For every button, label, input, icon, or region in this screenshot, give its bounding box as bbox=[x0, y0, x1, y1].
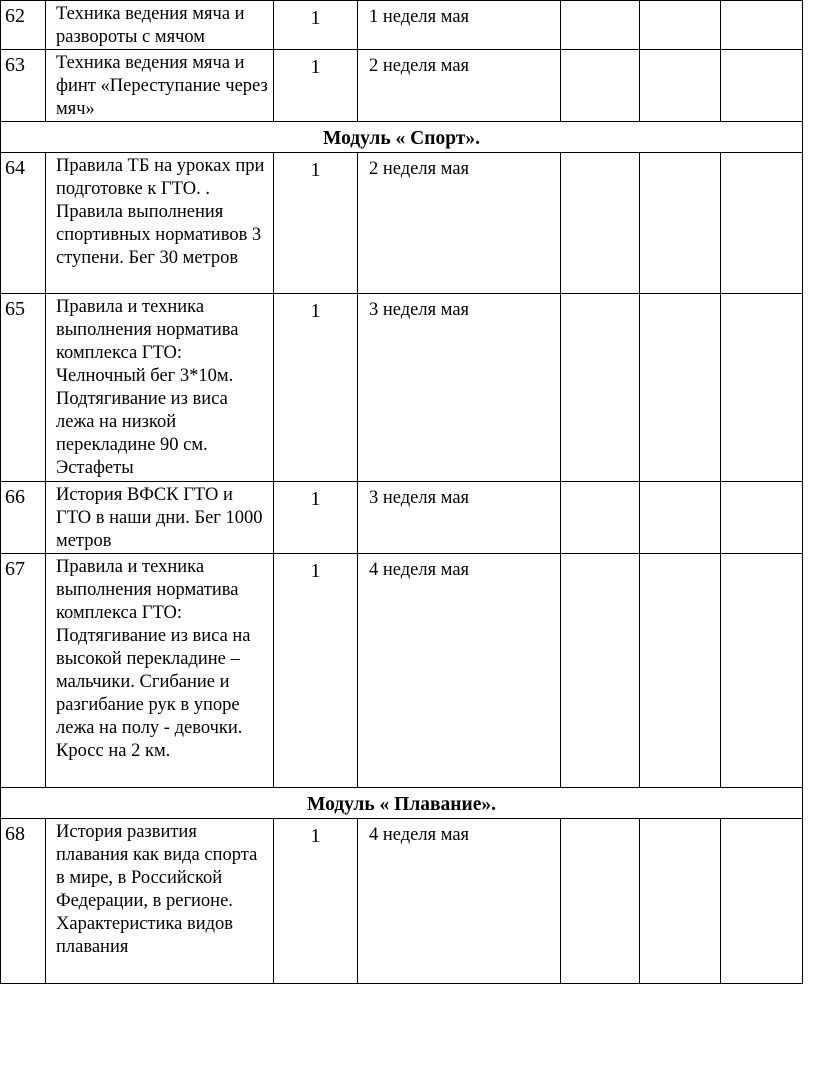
lesson-topic: Техника ведения мяча и развороты с мячом bbox=[46, 1, 274, 50]
empty-cell bbox=[561, 50, 640, 122]
module-title: Модуль « Плавание». bbox=[1, 788, 803, 819]
lesson-date: 4 неделя мая bbox=[358, 554, 561, 788]
lesson-topic: История развития плавания как вида спорта в мире, в Российской Федерации, в регионе. Характеристика видов плавания bbox=[46, 819, 274, 984]
lesson-number: 68 bbox=[1, 819, 46, 984]
empty-cell bbox=[561, 554, 640, 788]
empty-cell bbox=[561, 819, 640, 984]
lesson-hours: 1 bbox=[274, 554, 358, 788]
lesson-date: 1 неделя мая bbox=[358, 1, 561, 50]
lesson-date: 3 неделя мая bbox=[358, 294, 561, 482]
lesson-topic: Правила и техника выполнения норматива комплекса ГТО: Челночный бег 3*10м. Подтягивание из виса лежа на низкой перекладине 90 см. Эстафеты bbox=[46, 294, 274, 482]
lesson-date: 4 неделя мая bbox=[358, 819, 561, 984]
empty-cell bbox=[721, 153, 803, 294]
lesson-row bbox=[1, 153, 803, 294]
lesson-number: 67 bbox=[1, 554, 46, 788]
lesson-number: 63 bbox=[1, 50, 46, 122]
empty-cell bbox=[721, 554, 803, 788]
empty-cell bbox=[721, 819, 803, 984]
lesson-row bbox=[1, 294, 803, 482]
lesson-row bbox=[1, 482, 803, 554]
empty-cell bbox=[640, 294, 721, 482]
lesson-hours: 1 bbox=[274, 1, 358, 50]
lesson-row bbox=[1, 819, 803, 984]
lesson-number: 62 bbox=[1, 1, 46, 50]
empty-cell bbox=[640, 482, 721, 554]
lesson-date: 2 неделя мая bbox=[358, 50, 561, 122]
empty-cell bbox=[640, 819, 721, 984]
module-header-row bbox=[1, 122, 803, 153]
lesson-topic: Правила и техника выполнения норматива комплекса ГТО: Подтягивание из виса на высокой перекладине – мальчики. Сгибание и разгибание рук в упоре лежа на полу - девочки. Кросс на 2 км. bbox=[46, 554, 274, 788]
lesson-number: 66 bbox=[1, 482, 46, 554]
lesson-topic: История ВФСК ГТО и ГТО в наши дни. Бег 1000 метров bbox=[46, 482, 274, 554]
empty-cell bbox=[640, 1, 721, 50]
lesson-hours: 1 bbox=[274, 153, 358, 294]
empty-cell bbox=[640, 554, 721, 788]
empty-cell bbox=[721, 50, 803, 122]
lesson-hours: 1 bbox=[274, 50, 358, 122]
empty-cell bbox=[561, 482, 640, 554]
empty-cell bbox=[721, 482, 803, 554]
empty-cell bbox=[640, 50, 721, 122]
lesson-number: 64 bbox=[1, 153, 46, 294]
lesson-date: 3 неделя мая bbox=[358, 482, 561, 554]
lesson-hours: 1 bbox=[274, 294, 358, 482]
empty-cell bbox=[561, 153, 640, 294]
empty-cell bbox=[561, 1, 640, 50]
lesson-row bbox=[1, 554, 803, 788]
empty-cell bbox=[721, 1, 803, 50]
lesson-hours: 1 bbox=[274, 819, 358, 984]
lesson-hours: 1 bbox=[274, 482, 358, 554]
module-header-row bbox=[1, 788, 803, 819]
lesson-topic: Техника ведения мяча и финт «Переступание через мяч» bbox=[46, 50, 274, 122]
lesson-plan-body bbox=[1, 1, 803, 984]
empty-cell bbox=[721, 294, 803, 482]
lesson-number: 65 bbox=[1, 294, 46, 482]
empty-cell bbox=[640, 153, 721, 294]
empty-cell bbox=[561, 294, 640, 482]
module-title: Модуль « Спорт». bbox=[1, 122, 803, 153]
lesson-date: 2 неделя мая bbox=[358, 153, 561, 294]
lesson-row bbox=[1, 50, 803, 122]
lesson-row bbox=[1, 1, 803, 50]
lesson-topic: Правила ТБ на уроках при подготовке к ГТО. . Правила выполнения спортивных нормативов 3 ступени. Бег 30 метров bbox=[46, 153, 274, 294]
